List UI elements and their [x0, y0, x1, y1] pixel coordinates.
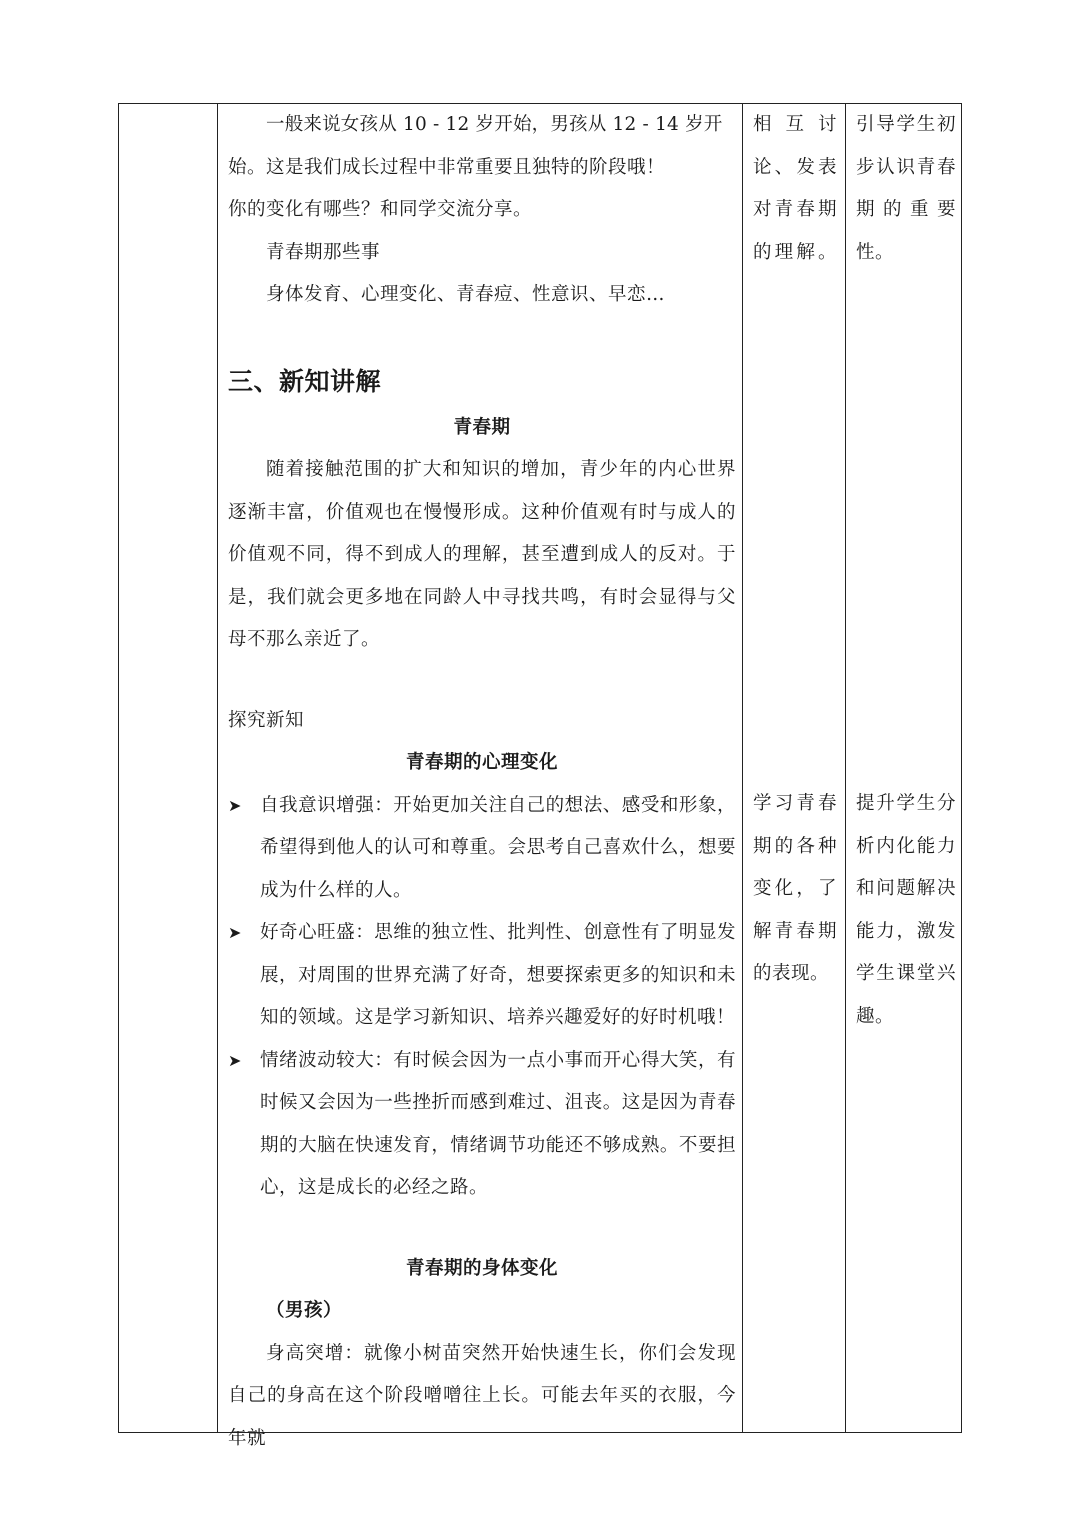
- psych-change-title: 青春期的心理变化: [405, 752, 558, 773]
- topic-title: 青春期那些事: [266, 241, 381, 263]
- bullet-text: 自我意识增强：开始更加关注自己的想法、感受和形象，希望得到他人的认可和尊重。会思考自己喜欢什么，想要成为什么样的人。: [260, 794, 736, 901]
- design-intent-cell: 引导学生初步认识青春期的重要性。: [856, 114, 956, 263]
- section-title: 青春期: [453, 416, 511, 438]
- design-intent-cell: 提升学生分析内化能力和问题解决能力，激发学生课堂兴趣。: [856, 793, 956, 1027]
- column-divider: [742, 103, 743, 1433]
- arrow-bullet-icon: ➤: [228, 795, 242, 815]
- list-item: [228, 912, 736, 1040]
- explore-label: 探究新知: [228, 709, 305, 731]
- student-activity-cell: 学习青春期的各种变化，了解青春期的表现。: [753, 793, 837, 984]
- height-paragraph: 身高突增：就像小树苗突然开始快速生长，你们会发现自己的身高在这个阶段噌噌往上长。可能去年买的衣服，今年就: [228, 1342, 736, 1449]
- column-divider: [217, 103, 218, 1433]
- bullet-text: 好奇心旺盛：思维的独立性、批判性、创意性有了明显发展，对周围的世界充满了好奇，想要探索更多的知识和未知的领域。这是学习新知识、培养兴趣爱好的好时机哦！: [260, 922, 736, 1028]
- topic-items: 身体发育、心理变化、青春痘、性意识、早恋…: [266, 284, 666, 305]
- intro-line: 一般来说女孩从 10 - 12 岁开始，男孩从 12 - 14 岁开: [266, 114, 723, 135]
- bullet-text: 情绪波动较大：有时候会因为一点小事而开心得大笑，有时候又会因为一些挫折而感到难过、沮丧。这是因为青春期的大脑在快速发育，情绪调节功能还不够成熟。不要担心，这是成长的必经之路。: [260, 1049, 736, 1198]
- list-item: [228, 785, 736, 913]
- arrow-bullet-icon: ➤: [228, 923, 242, 942]
- boys-label: （男孩）: [266, 1300, 343, 1321]
- intro-line: 始。这是我们成长过程中非常重要且独特的阶段哦！: [228, 156, 666, 178]
- section-heading: 三、新知讲解: [228, 366, 382, 396]
- student-activity-cell: 相互讨论、发表对青春期的理解。: [753, 114, 837, 263]
- column-divider: [845, 103, 846, 1433]
- list-item: [228, 1040, 736, 1210]
- teaching-content-column: [228, 104, 736, 1460]
- section-paragraph: 随着接触范围的扩大和知识的增加，青少年的内心世界逐渐丰富，价值观也在慢慢形成。这种价值观有时与成人的价值观不同，得不到成人的理解，甚至遭到成人的反对。于是，我们就会更多地在同龄人中寻找共鸣，有时会显得与父母不那么亲近了。: [228, 459, 736, 650]
- arrow-bullet-icon: ➤: [228, 1050, 242, 1070]
- intro-question: 你的变化有哪些？和同学交流分享。: [228, 199, 533, 220]
- body-change-title: 青春期的身体变化: [405, 1257, 558, 1279]
